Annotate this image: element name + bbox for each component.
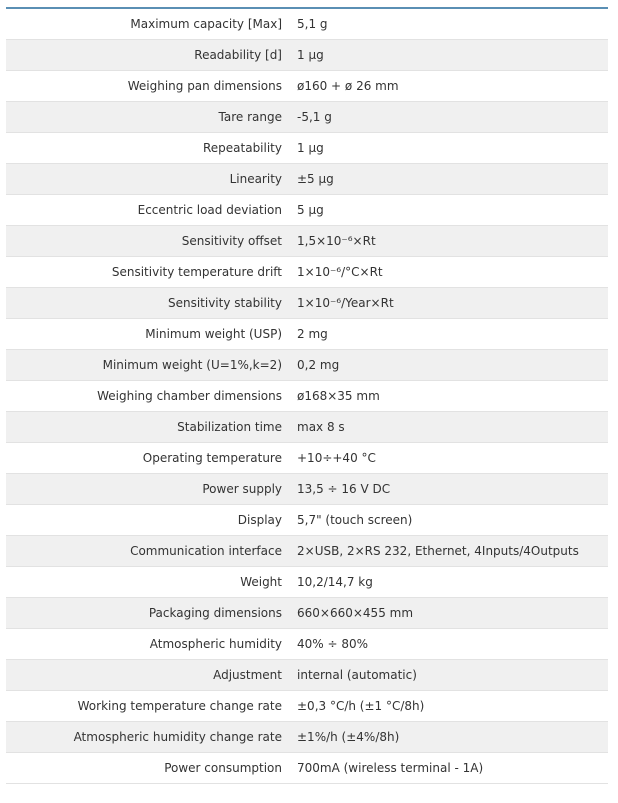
spec-row xyxy=(6,350,608,381)
spec-value: ±5 µg xyxy=(297,172,334,186)
spec-row xyxy=(6,598,608,629)
spec-value: 5,7" (touch screen) xyxy=(297,513,413,527)
spec-value: ±1%/h (±4%/8h) xyxy=(297,730,400,744)
spec-row xyxy=(6,195,608,226)
spec-row xyxy=(6,71,608,102)
spec-label: Eccentric load deviation xyxy=(137,203,282,217)
spec-value: 660×660×455 mm xyxy=(297,606,414,620)
spec-row xyxy=(6,381,608,412)
spec-row xyxy=(6,9,608,40)
spec-label: Display xyxy=(237,513,282,527)
spec-row xyxy=(6,226,608,257)
spec-label: Repeatability xyxy=(202,141,282,155)
spec-row xyxy=(6,505,608,536)
spec-value: 10,2/14,7 kg xyxy=(297,575,373,589)
spec-row xyxy=(6,474,608,505)
spec-value: -5,1 g xyxy=(297,110,332,124)
spec-label: Adjustment xyxy=(213,668,282,682)
spec-value: internal (automatic) xyxy=(297,668,417,682)
spec-row xyxy=(6,133,608,164)
spec-value: 2 mg xyxy=(297,327,328,341)
spec-value: 0,2 mg xyxy=(297,358,340,372)
spec-value: 1 µg xyxy=(297,48,324,62)
spec-label: Atmospheric humidity change rate xyxy=(73,730,282,744)
spec-label: Atmospheric humidity xyxy=(149,637,282,651)
spec-row xyxy=(6,412,608,443)
spec-label: Weight xyxy=(240,575,282,589)
spec-label: Working temperature change rate xyxy=(77,699,282,713)
spec-value: ±0,3 °C/h (±1 °C/8h) xyxy=(297,699,425,713)
spec-value: 1×10⁻⁶/°C×Rt xyxy=(297,265,383,279)
specification-table xyxy=(6,7,608,784)
spec-label: Power supply xyxy=(202,482,282,496)
spec-value: 700mA (wireless terminal - 1A) xyxy=(297,761,484,775)
spec-value: 5,1 g xyxy=(297,17,328,31)
spec-label: Stabilization time xyxy=(177,420,282,434)
spec-label: Sensitivity temperature drift xyxy=(111,265,282,279)
spec-row xyxy=(6,536,608,567)
spec-value: 40% ÷ 80% xyxy=(297,637,369,651)
spec-row xyxy=(6,722,608,753)
spec-row xyxy=(6,753,608,784)
spec-label: Weighing pan dimensions xyxy=(127,79,282,93)
spec-label: Communication interface xyxy=(130,544,282,558)
spec-row xyxy=(6,102,608,133)
spec-row xyxy=(6,629,608,660)
spec-row xyxy=(6,691,608,722)
spec-label: Minimum weight (USP) xyxy=(145,327,282,341)
spec-row xyxy=(6,164,608,195)
spec-value: 1×10⁻⁶/Year×Rt xyxy=(297,296,394,310)
spec-row xyxy=(6,567,608,598)
spec-value: +10÷+40 °C xyxy=(297,451,376,465)
spec-value: 5 µg xyxy=(297,203,324,217)
spec-label: Operating temperature xyxy=(142,451,282,465)
spec-label: Minimum weight (U=1%,k=2) xyxy=(102,358,282,372)
spec-row xyxy=(6,660,608,691)
spec-row xyxy=(6,443,608,474)
spec-value: 1 µg xyxy=(297,141,324,155)
spec-row xyxy=(6,257,608,288)
spec-label: Packaging dimensions xyxy=(148,606,282,620)
spec-row xyxy=(6,40,608,71)
spec-label: Linearity xyxy=(229,172,282,186)
spec-row xyxy=(6,319,608,350)
spec-label: Sensitivity stability xyxy=(167,296,282,310)
spec-label: Power consumption xyxy=(164,761,282,775)
spec-value: 2×USB, 2×RS 232, Ethernet, 4Inputs/4Outputs xyxy=(297,544,579,558)
spec-value: 13,5 ÷ 16 V DC xyxy=(297,482,391,496)
spec-label: Sensitivity offset xyxy=(181,234,282,248)
spec-label: Readability [d] xyxy=(194,48,282,62)
spec-value: max 8 s xyxy=(297,420,345,434)
spec-label: Tare range xyxy=(218,110,282,124)
spec-row xyxy=(6,288,608,319)
spec-value: ø160 + ø 26 mm xyxy=(297,79,399,93)
spec-value: ø168×35 mm xyxy=(297,389,380,403)
spec-label: Maximum capacity [Max] xyxy=(130,17,282,31)
spec-label: Weighing chamber dimensions xyxy=(97,389,282,403)
spec-value: 1,5×10⁻⁶×Rt xyxy=(297,234,376,248)
